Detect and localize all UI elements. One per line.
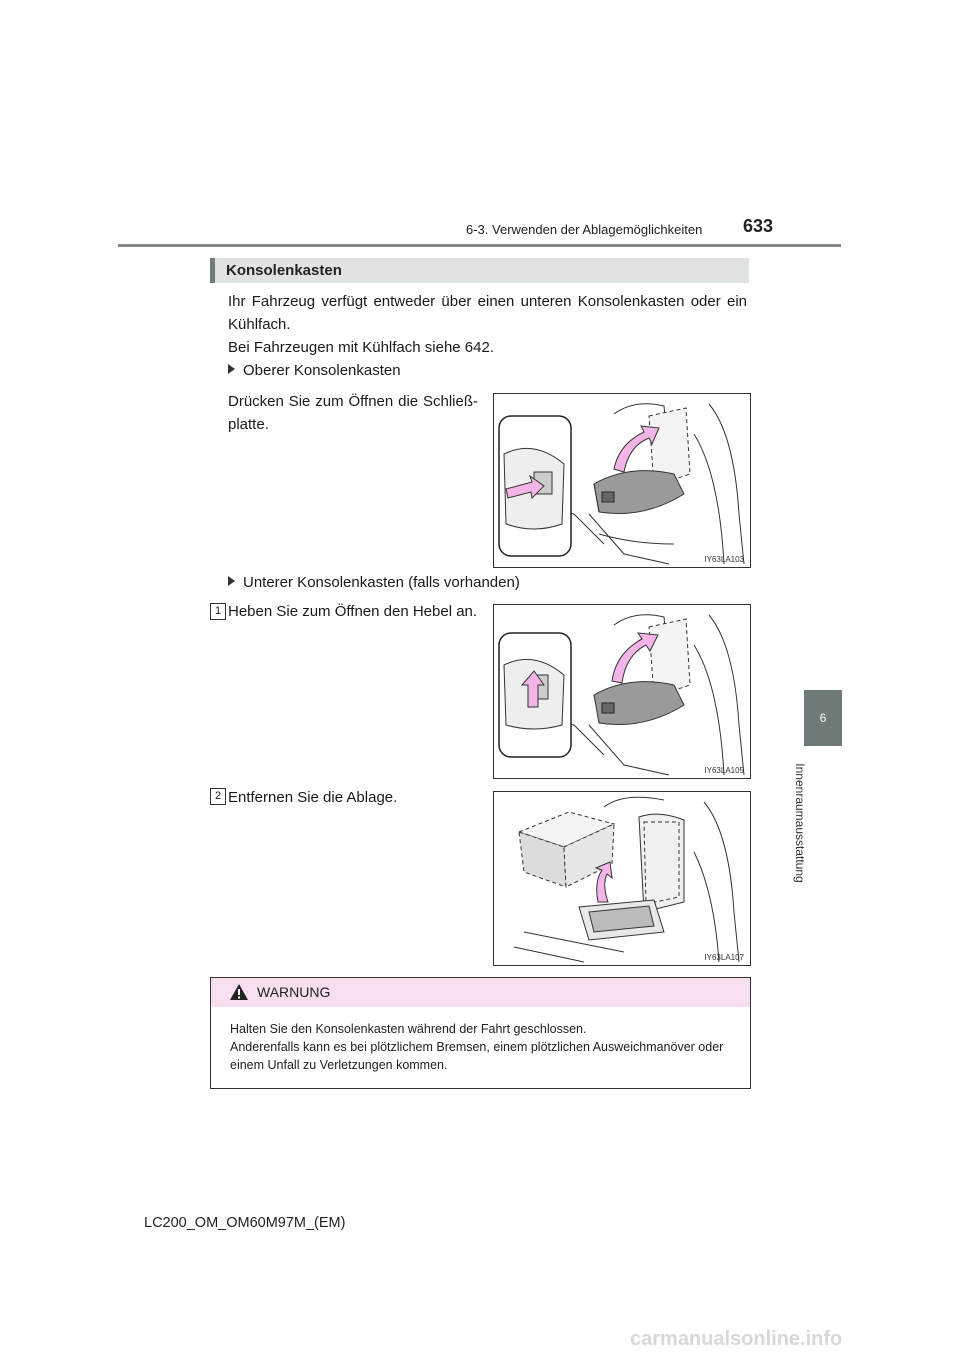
step-2-instruction: Entfernen Sie die Ablage. [228, 789, 398, 806]
figure-upper-console [493, 393, 751, 568]
figure-remove-tray [493, 791, 751, 966]
figure-code: IY63LA105 [704, 766, 744, 775]
tray-illustration [494, 792, 750, 965]
warning-text [230, 1020, 745, 1074]
section-heading-bar [210, 258, 749, 283]
header-section-title: 6-3. Verwenden der Ablagemöglichkeiten [466, 222, 703, 237]
page-number: 633 [743, 216, 774, 236]
chapter-tab: 6 [804, 690, 842, 746]
cooler-reference: Bei Fahrzeugen mit Kühlfach siehe 642. [228, 339, 494, 356]
step-1-instruction: Heben Sie zum Öffnen den Hebel an. [228, 603, 478, 620]
figure-code: IY63LA107 [704, 953, 744, 962]
warning-triangle-icon [229, 983, 249, 1001]
header-divider [118, 244, 841, 247]
bullet-lower-box [228, 574, 520, 591]
bullet-triangle-icon [228, 576, 235, 586]
warning-line-2: Anderenfalls kann es bei plötzlichem Bremsen, einem plötzlichen Ausweichmanöver oder einem Unfall zu Verletzungen kommen. [230, 1040, 724, 1072]
warning-box [210, 977, 751, 1089]
intro-paragraph: Ihr Fahrzeug verfügt entweder über einen unteren Konsolenkasten oder ein Kühlfach. [228, 293, 747, 333]
section-heading-marker [210, 258, 215, 283]
chapter-title-vertical [770, 758, 830, 888]
section-heading: Konsolenkasten [226, 262, 342, 279]
upper-console-illustration [494, 394, 750, 567]
warning-title: WARNUNG [257, 984, 331, 1000]
bullet-triangle-icon [228, 364, 235, 374]
bullet-lower-box-label: Unterer Konsolenkasten (falls vorhanden) [243, 574, 520, 591]
bullet-upper-box [228, 362, 401, 379]
figure-lower-console-lever [493, 604, 751, 779]
lever-illustration [494, 605, 750, 778]
step-number-1: 1 [210, 603, 226, 620]
warning-header [211, 978, 750, 1007]
step-number-2: 2 [210, 788, 226, 805]
watermark: carmanualsonline.info [630, 1328, 843, 1350]
chapter-title-label: Innenraumausstattung [793, 763, 807, 883]
footer-model-code: LC200_OM_OM60M97M_(EM) [144, 1215, 346, 1231]
figure-code: IY63LA103 [704, 555, 744, 564]
upper-box-instruction: Drücken Sie zum Öffnen die Schließ-platte. [228, 393, 478, 433]
warning-line-1: Halten Sie den Konsolenkasten während der Fahrt geschlossen. [230, 1022, 587, 1036]
bullet-upper-box-label: Oberer Konsolenkasten [243, 362, 401, 379]
